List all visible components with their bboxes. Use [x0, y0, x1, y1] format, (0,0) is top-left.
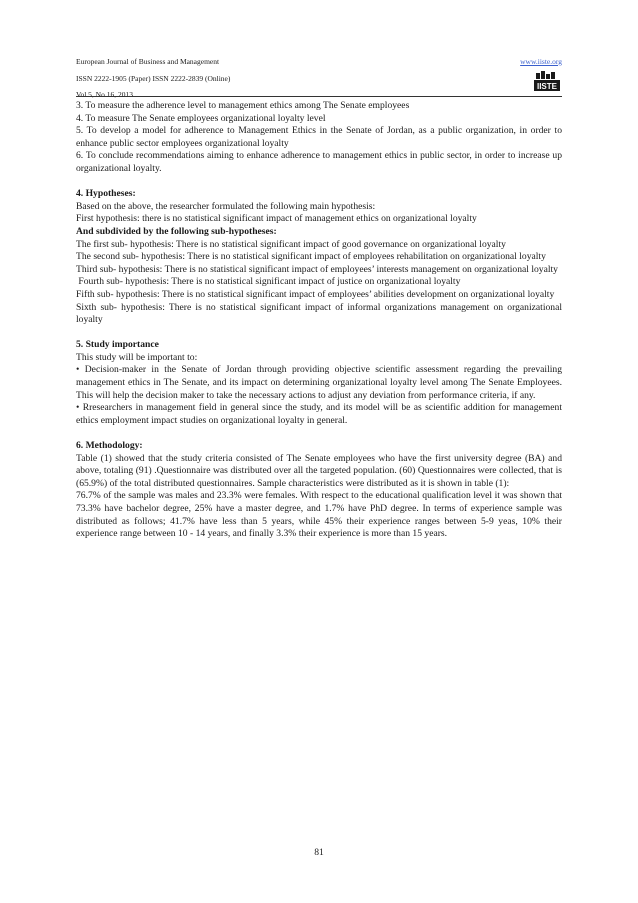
iiste-logo-icon — [534, 71, 560, 91]
header-divider — [76, 96, 562, 97]
sub-hypothesis: Third sub- hypothesis: There is no statistical significant impact of employees’ interests management on organizational loyalty — [76, 263, 558, 275]
objective-item: 4. To measure The Senate employees organizational loyalty level — [76, 112, 326, 124]
sub-hypothesis: The first sub- hypothesis: There is no statistical significant impact of good governance on organizational loyalty — [76, 238, 506, 250]
sub-hypothesis: Fourth sub- hypothesis: There is no statistical significant impact of justice on organizational loyalty — [76, 276, 461, 288]
importance-intro: This study will be important to: — [76, 351, 198, 363]
objective-item: 5. To develop a model for adherence to Management Ethics in the Senate of Jordan, as a public organization, in order to enhance public sector employees organizational loyalty — [76, 125, 562, 149]
sub-hypothesis: The second sub- hypothesis: There is no statistical significant impact of employees rehabilitation on organizational loyalty — [76, 251, 546, 263]
page-number: 81 — [314, 847, 324, 858]
objective-item: 6. To conclude recommendations aiming to enhance adherence to management ethics in public sector, in order to increase up organizational loyalty. — [76, 150, 562, 174]
journal-name: European Journal of Business and Management — [76, 57, 220, 66]
section-heading-hypotheses: 4. Hypotheses: — [76, 188, 136, 200]
main-hypothesis: First hypothesis: there is no statistical significant impact of management ethics on organizational loyalty — [76, 213, 477, 225]
sub-hypothesis: Sixth sub- hypothesis: There is no statistical significant impact of informal organizations management on organizational loyalty — [76, 301, 562, 326]
spacer — [76, 327, 562, 340]
methodology-paragraph: Table (1) showed that the study criteria consisted of The Senate employees who have the first university degree (BA) and above, totaling (91) .Questionnaire was distributed over all the targeted population. (60) Questionnaires were collected, that is (65.9%) of the total distributed questionnaires. Sample characteristics were distributed as it is shown in table (1): — [76, 452, 562, 489]
journal-issn: ISSN 2222-1905 (Paper) ISSN 2222-2839 (Online) — [76, 73, 231, 83]
hypotheses-intro: Based on the above, the researcher formulated the following main hypothesis: — [76, 200, 376, 212]
sub-hypothesis: Fifth sub- hypothesis: There is no statistical significant impact of employees’ abilities development on organizational loyalty — [76, 288, 555, 300]
importance-item: • Rresearchers in management field in general since the study, and its model will be as scientific addition for management ethics employment impact studies on organizational loyalty in general. — [76, 402, 562, 426]
spacer — [76, 427, 562, 440]
journal-volume: Vol.5, No.16, 2013 — [76, 90, 133, 99]
section-heading-methodology: 6. Methodology: — [76, 440, 143, 452]
spacer — [76, 176, 562, 189]
logo-text: IISTE — [536, 82, 558, 91]
section-heading-importance: 5. Study importance — [76, 339, 159, 351]
methodology-paragraph: 76.7% of the sample was males and 23.3% were females. With respect to the educational qualification level it was shown that 73.3% have bachelor degree, 25% have a master degree, and 1.7% have PhD degree. In terms of experience sample was distributed as follows; 41.7% have less than 5 years, while 45% their experience ranges between 5-9 yeas, 10% their experience range between 10 - 14 years, and finally 3.3% their experience is more than 15 years. — [76, 490, 562, 540]
sub-hypotheses-heading: And subdivided by the following sub-hypotheses: — [76, 225, 277, 237]
journal-url-link[interactable]: www.iiste.org — [520, 57, 562, 66]
importance-item: • Decision-maker in the Senate of Jordan through providing objective scientific assessment regarding the prevailing management ethics in The Senate, and its impact on determining organizational loyalty level among The Senate Employees. This will help the decision maker to take the necessary actions to adjust any deviation from performance criteria, if any. — [76, 364, 562, 401]
page-body — [76, 100, 562, 541]
objective-item: 3. To measure the adherence level to management ethics among The Senate employees — [76, 100, 410, 111]
